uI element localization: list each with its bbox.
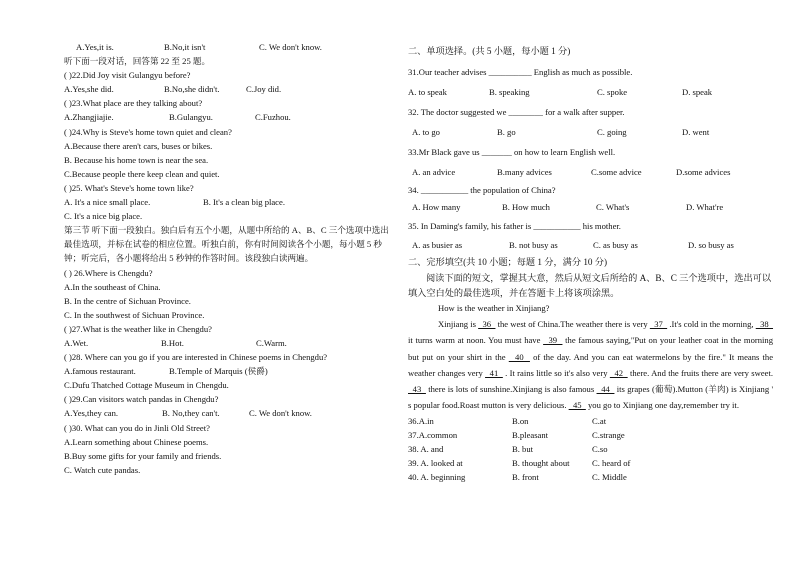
q27-options (64, 336, 389, 350)
q34-options (408, 198, 773, 217)
option: C. Watch cute pandas. (64, 464, 141, 475)
option: C. spoke (597, 87, 628, 98)
passage-text: Xinjiang is (438, 319, 479, 329)
option: C. We don't know. (249, 408, 312, 419)
option: A. an advice (412, 167, 456, 178)
option: C. Middle (592, 472, 627, 483)
question-24: ( )24.Why is Steve's home town quiet and clean? (64, 126, 232, 137)
option: B. but (512, 443, 534, 454)
option: A. to speak (408, 87, 447, 98)
option: C.at (592, 415, 607, 426)
option: B.Buy some gifts for your family and friends. (64, 450, 222, 461)
passage-text: it turns warm at noon. You must have (408, 335, 544, 346)
cloze-option-row (408, 470, 773, 484)
option: D. went (682, 127, 710, 138)
option: C.Fuzhou. (255, 112, 291, 123)
option: D. speak (682, 87, 713, 98)
passage-title: How is the weather in Xinjiang? (438, 303, 550, 313)
option: C. We don't know. (259, 42, 322, 52)
passage-text: you go to Xinjiang one day,remember try it. (585, 400, 739, 411)
option: A.famous restaurant. (64, 366, 136, 377)
cloze-option-row (408, 414, 773, 428)
option: B. How much (502, 202, 550, 213)
option: C. It's a nice big place. (64, 211, 143, 222)
option: A. to go (412, 127, 440, 138)
option: C.some advice (591, 167, 642, 178)
option: B.No,it isn't (164, 42, 206, 52)
option: A. It's a nice small place. (64, 197, 151, 208)
blank-number: 43 (408, 384, 426, 395)
passage-text: . It rains little so it's also very (502, 367, 610, 378)
question-35: 35. In Daming's family, his father is ___________ his mother. (408, 221, 621, 231)
question-26: ( ) 26.Where is Chengdu? (64, 267, 153, 278)
q28-options (64, 364, 389, 378)
option: C. as busy as (593, 240, 638, 251)
left-column (64, 40, 389, 477)
blank-number: 39 (543, 335, 563, 346)
option: A.Yes,it is. (76, 42, 114, 52)
option: A.Learn something about Chinese poems. (64, 436, 209, 447)
passage-text: of the day. And you can eat watermelons by the fire." It means the weather changes very (408, 351, 774, 378)
option: D. so busy as (688, 240, 734, 251)
option: C.so (592, 443, 608, 454)
option: B. It's a clean big place. (203, 197, 285, 208)
question-30: ( )30. What can you do in Jinli Old Street? (64, 422, 210, 433)
option: A.Yes,she did. (64, 84, 114, 95)
option: B. not busy as (509, 240, 558, 251)
cloze-option-row (408, 428, 773, 442)
passage-text: the famous saying,"Put on your leather coat in the morning but put on your shirt in the (408, 335, 774, 362)
option: B.Gulangyu. (169, 112, 213, 123)
cloze-option-row (408, 456, 773, 470)
option: A.Because there aren't cars, buses or bikes. (64, 140, 213, 151)
blank-number: 37 (649, 319, 668, 329)
cloze-option-row (408, 442, 773, 456)
option: D.some advices (676, 167, 731, 178)
option: C. What's (596, 202, 630, 213)
blank-number: 42 (609, 367, 628, 378)
q22-options (64, 82, 389, 96)
option: B.many advices (497, 167, 552, 178)
option: C.Because people there keep clean and quiet. (64, 168, 220, 179)
cloze-options (408, 414, 773, 484)
option: 36.A.in (408, 415, 434, 426)
passage-text: the west of China.The weather there is very (495, 319, 650, 329)
passage-text: there. And the fruits there are very sweet. (627, 367, 773, 378)
option: C. In the southwest of Sichuan Province. (64, 309, 205, 320)
q33-options (408, 163, 773, 182)
section2-title: 二、单项选择。(共 5 小题，每小题 1 分) (408, 46, 571, 56)
option: C.Warm. (256, 337, 287, 348)
option: B.on (512, 415, 529, 426)
question-28: ( )28. Where can you go if you are interested in Chinese poems in Chengdu? (64, 352, 328, 363)
option: B.Hot. (161, 337, 184, 348)
option: 39. A. looked at (408, 458, 463, 469)
option: 38. A. and (408, 443, 444, 454)
question-22: ( )22.Did Joy visit Gulangyu before? (64, 70, 191, 81)
option: A. as busier as (412, 240, 463, 251)
option: A.In the southeast of China. (64, 281, 161, 292)
option: A. How many (412, 202, 461, 213)
blank-number: 44 (596, 384, 615, 395)
q29-options (64, 406, 389, 420)
q21-options (64, 40, 389, 54)
option: B. In the centre of Sichuan Province. (64, 295, 191, 306)
question-33: 33.Mr Black gave us _______ on how to learn English well. (408, 147, 616, 157)
right-column (408, 44, 773, 484)
option: C. going (597, 127, 627, 138)
question-34: 34. ___________ the population of China? (408, 185, 556, 195)
cloze-title: 二、完形填空(共 10 小题；每题 1 分，满分 10 分) (408, 257, 608, 267)
option: 37.A.common (408, 429, 458, 440)
blank-number: 36 (478, 319, 496, 329)
option: B. No,they can't. (162, 408, 220, 419)
cloze-passage (408, 316, 773, 414)
option: C.Joy did. (246, 84, 282, 95)
part3-instruction: 第三节 听下面一段独白。独白后有五个小题，从题中所给的 A、B、C 三个选项中选出最佳选项，并标在试卷的相应位置。听独白前，你有时间阅读各个小题，每小题 5 秒钟；听完后，各小题将给出 5 秒钟的作答时间。该段独白读两遍。 (64, 225, 389, 264)
q23-options (64, 110, 389, 124)
option: A.Zhangjiajie. (64, 112, 114, 123)
instruction-22-25: 听下面一段对话，回答第 22 至 25 题。 (64, 56, 211, 67)
option: B.pleasant (512, 429, 549, 440)
option: B. speaking (489, 87, 530, 98)
question-25: ( )25. What's Steve's home town like? (64, 182, 194, 193)
option: A.Wet. (64, 337, 89, 348)
blank-number: 38 (755, 319, 774, 329)
question-27: ( )27.What is the weather like in Chengdu? (64, 323, 212, 334)
question-23: ( )23.What place are they talking about? (64, 98, 203, 109)
option: B.Temple of Marquis (侯爵) (169, 366, 268, 377)
q35-options (408, 236, 773, 255)
option: B. front (512, 472, 539, 483)
question-29: ( )29.Can visitors watch pandas in Chengdu? (64, 394, 219, 405)
q32-options (408, 123, 773, 142)
q25-options (64, 195, 389, 209)
question-32: 32. The doctor suggested we ________ for a walk after supper. (408, 107, 625, 117)
blank-number: 40 (508, 351, 530, 362)
option: C.Dufu Thatched Cottage Museum in Chengdu. (64, 380, 229, 391)
option: B. Because his home town is near the sea. (64, 154, 209, 165)
option: A.Yes,they can. (64, 408, 119, 419)
option: 40. A. beginning (408, 472, 466, 483)
blank-number: 41 (485, 367, 503, 378)
option: D. What're (686, 202, 724, 213)
blank-number: 45 (568, 400, 586, 411)
passage-text: there is lots of sunshine.Xinjiang is also famous (425, 384, 597, 395)
option: C. heard of (592, 458, 631, 469)
passage-text: .It's cold in the morning, (667, 319, 756, 329)
q31-options (408, 83, 773, 102)
passage-text: its grapes (葡萄).Mutton (羊肉) is Xinjiang ' s popular food.Roast mutton is very delicious. (408, 384, 773, 411)
option: C.strange (592, 429, 625, 440)
option: B. go (497, 127, 516, 138)
cloze-instruction: 阅读下面的短文，掌握其大意，然后从短文后所给的 A、B、C 三个选项中，选出可以填入空白处的最佳选项，并在答题卡上将该项涂黑。 (408, 273, 772, 298)
question-31: 31.Our teacher advises __________ English as much as possible. (408, 67, 633, 77)
option: B. thought about (512, 458, 570, 469)
option: B.No,she didn't. (164, 84, 220, 95)
